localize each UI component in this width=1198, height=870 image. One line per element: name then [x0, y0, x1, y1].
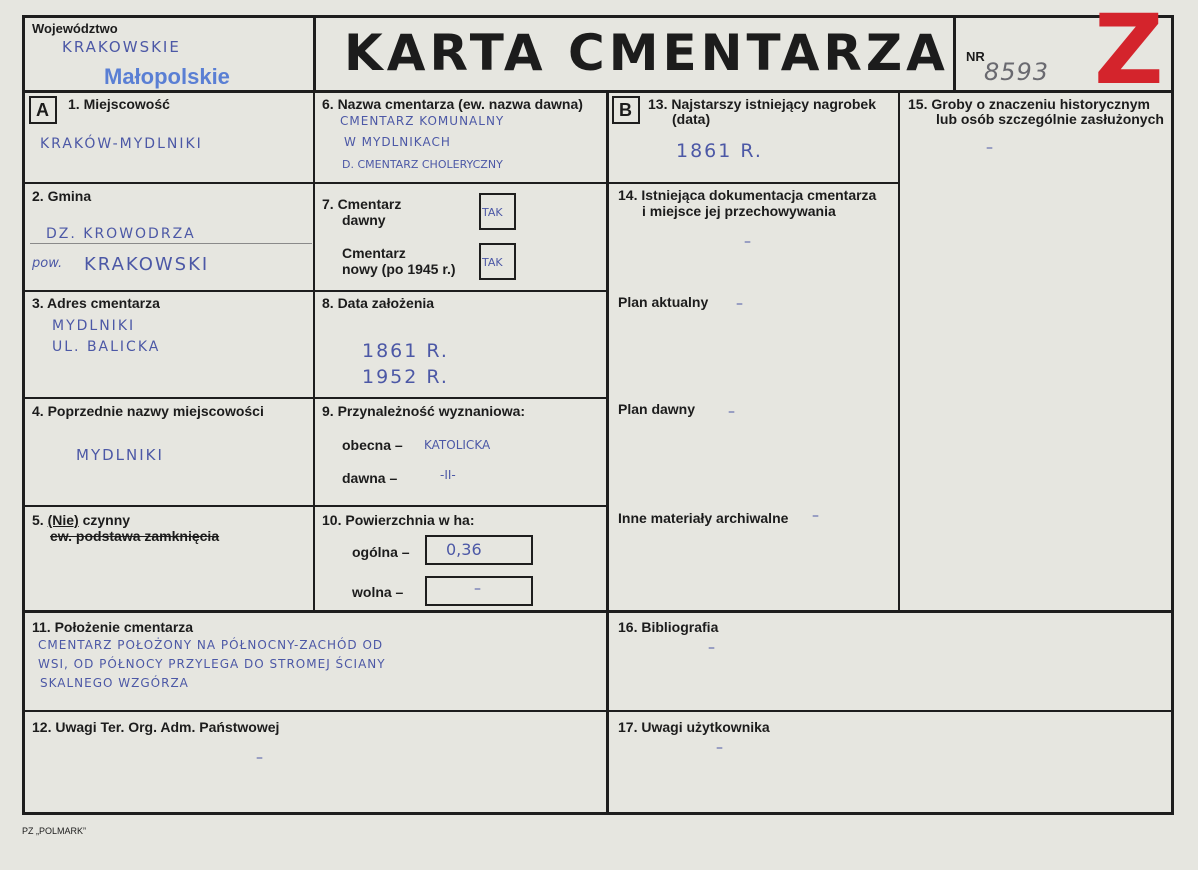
nowy-label-2: nowy (po 1945 r.): [342, 261, 456, 277]
card-title: KARTA CMENTARZA: [344, 24, 949, 82]
section-b-letter: B: [619, 100, 632, 120]
powiat-value: KRAKOWSKI: [84, 254, 210, 275]
wyznanie-obecna-value: KATOLICKA: [424, 438, 491, 452]
publisher-imprint: PZ „POLMARK”: [22, 826, 87, 836]
adres-line-1: MYDLNIKI: [52, 318, 136, 334]
wyznanie-label: 9. Przynależność wyznaniowa:: [322, 403, 526, 419]
uwagi-uzytkownika-value: –: [716, 740, 725, 756]
border-bottom: [22, 812, 1174, 815]
czynny-label: 5. (Nie) czynny: [32, 512, 131, 528]
row-line-3: [22, 397, 608, 399]
podstawa-zamkniecia: ew. podstawa zamknięcia: [50, 528, 220, 544]
plan-dawny-value: –: [728, 404, 737, 420]
bibliografia-value: –: [708, 640, 717, 656]
adres-line-2: UL. BALICKA: [52, 339, 161, 355]
dawny-value: TAK: [482, 206, 503, 219]
plan-aktualny-value: –: [736, 296, 745, 312]
dokumentacja-label-2: i miejsce jej przechowywania: [642, 203, 836, 219]
powierzchnia-ogolna-label: ogólna –: [352, 544, 410, 560]
col-divider-2: [606, 90, 609, 815]
dawny-label-1: 7. Cmentarz: [322, 196, 402, 212]
border-left: [22, 15, 25, 815]
dokumentacja-label-1: 14. Istniejąca dokumentacja cmentarza: [618, 187, 877, 203]
dokumentacja-value: –: [744, 234, 753, 250]
groby-label-1: 15. Groby o znaczeniu historycznym: [908, 96, 1150, 112]
polozenie-line-2: WSI, OD PÓŁNOCY PRZYLEGA DO STROMEJ ŚCIANY: [38, 657, 386, 671]
wojewodztwo-stamp: Małopolskie: [104, 64, 230, 89]
uwagi-ter-label: 12. Uwagi Ter. Org. Adm. Państwowej: [32, 719, 280, 735]
polozenie-line-1: CMENTARZ POŁOŻONY NA PÓŁNOCNY-ZACHÓD OD: [38, 638, 384, 652]
wojewodztwo-label: Województwo: [32, 21, 118, 36]
miejscowosc-label: 1. Miejscowość: [68, 96, 170, 112]
col-divider-3: [898, 90, 900, 611]
wojewodztwo-value: KRAKOWSKIE: [62, 38, 181, 56]
groby-value: –: [986, 140, 995, 156]
miejscowosc-value: KRAKÓW-MYDLNIKI: [40, 136, 203, 152]
nazwa-label: 6. Nazwa cmentarza (ew. nazwa dawna): [322, 96, 583, 112]
nazwa-line-3: D. CMENTARZ CHOLERYCZNY: [342, 158, 503, 171]
nowy-label-1: Cmentarz: [342, 245, 406, 261]
data-zalozenia-label: 8. Data założenia: [322, 295, 435, 311]
czynny-nie: (Nie): [47, 512, 79, 528]
row-line-2: [22, 290, 608, 292]
wyznanie-obecna-label: obecna –: [342, 437, 403, 453]
header-sep-1: [313, 15, 316, 93]
row-line-1: [22, 182, 608, 184]
bibliografia-label: 16. Bibliografia: [618, 619, 719, 635]
plan-dawny-label: Plan dawny: [618, 401, 696, 417]
header-divider: [22, 90, 1174, 93]
inne-value: –: [812, 508, 821, 524]
uwagi-ter-value: –: [256, 750, 265, 766]
ogolna-value: 0,36: [446, 540, 482, 559]
powierzchnia-wolna-label: wolna –: [352, 584, 404, 600]
nr-value: 8593: [984, 58, 1050, 86]
poprzednie-label: 4. Poprzednie nazwy miejscowości: [32, 403, 264, 419]
groby-label-2: lub osób szczególnie zasłużonych: [936, 111, 1164, 127]
nagrobek-label-2: (data): [672, 111, 711, 127]
gmina-label: 2. Gmina: [32, 188, 92, 204]
row-line-4: [22, 505, 608, 507]
wyznanie-dawna-value: -II-: [440, 468, 456, 482]
col-divider-1: [313, 90, 315, 611]
wolna-value: –: [474, 581, 483, 597]
border-top: [22, 15, 1174, 18]
nagrobek-label-1: 13. Najstarszy istniejący nagrobek: [648, 96, 876, 112]
nr-label: NR: [966, 49, 985, 64]
dawny-label-2: dawny: [342, 212, 386, 228]
polozenie-line-3: SKALNEGO WZGÓRZA: [40, 676, 189, 690]
header-sep-2: [953, 15, 956, 93]
powiat-prefix: pow.: [32, 256, 63, 271]
uwagi-uzytkownika-label: 17. Uwagi użytkownika: [618, 719, 770, 735]
row-line-6: [22, 710, 1174, 712]
czynny-rest: czynny: [82, 512, 131, 528]
b-row-line: [606, 182, 900, 184]
inne-label: Inne materiały archiwalne: [618, 510, 789, 526]
data-zalozenia-1: 1861 R.: [362, 340, 449, 362]
nazwa-line-1: CMENTARZ KOMUNALNY: [340, 114, 505, 128]
border-right: [1171, 15, 1174, 815]
wyznanie-dawna-label: dawna –: [342, 470, 398, 486]
nazwa-line-2: W MYDLNIKACH: [344, 135, 451, 149]
red-z-mark: Z: [1094, 0, 1164, 106]
data-zalozenia-2: 1952 R.: [362, 366, 449, 388]
gmina-underline: [30, 243, 312, 244]
plan-aktualny-label: Plan aktualny: [618, 294, 709, 310]
poprzednie-value: MYDLNIKI: [76, 446, 164, 464]
adres-label: 3. Adres cmentarza: [32, 295, 160, 311]
nagrobek-value: 1861 R.: [676, 140, 763, 162]
section-a-letter: A: [36, 100, 49, 120]
gmina-value: DZ. KROWODRZA: [46, 226, 196, 242]
powierzchnia-label: 10. Powierzchnia w ha:: [322, 512, 475, 528]
row-line-5: [22, 610, 1174, 613]
polozenie-label: 11. Położenie cmentarza: [32, 619, 194, 635]
nowy-value: TAK: [482, 256, 503, 269]
